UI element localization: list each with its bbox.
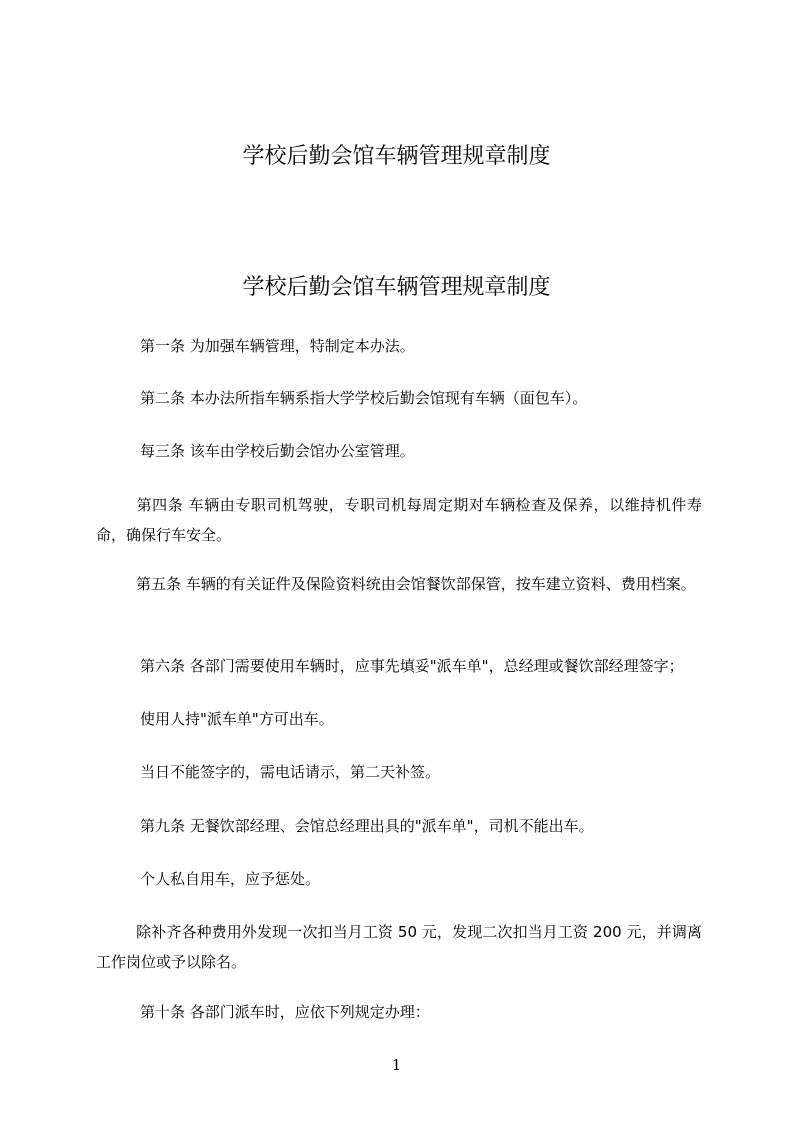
paragraph-article-5 (96, 569, 702, 599)
paragraph-text: 第九条 无餐饮部经理、会馆总经理出具的"派车单"，司机不能出车。 (140, 817, 594, 835)
paragraph-text: 第一条 为加强车辆管理，特制定本办法。 (140, 337, 415, 355)
page-number: 1 (391, 1056, 402, 1074)
paragraph-text: 第二条 本办法所指车辆系指大学学校后勤会馆现有车辆（面包车）。 (140, 389, 588, 407)
paragraph-private-use (96, 864, 702, 894)
paragraph-article-4 (96, 490, 702, 550)
paragraph-text: 除补齐各种费用外发现一次扣当月工资 50 元，发现二次扣当月工资 200 元，并调离工作岗位或予以除名。 (96, 923, 702, 971)
paragraph-usage-note (96, 704, 702, 734)
paragraph-article-2 (96, 383, 702, 413)
paragraph-text: 第六条 各部门需要使用车辆时，应事先填妥"派车单"，总经理或餐饮部经理签字； (140, 657, 684, 675)
paragraph-text: 第五条 车辆的有关证件及保险资料统由会馆餐饮部保管，按车建立资料、费用档案。 (136, 575, 696, 593)
paragraph-text: 第四条 车辆由专职司机驾驶，专职司机每周定期对车辆检查及保养，以维持机件寿命，确保行车安全。 (96, 496, 702, 544)
paragraph-text: 使用人持"派车单"方可出车。 (140, 710, 334, 728)
paragraph-text: 第十条 各部门派车时，应依下列规定办理： (140, 1003, 430, 1021)
paragraph-article-1 (96, 331, 702, 361)
document-main-title: 学校后勤会馆车辆管理规章制度 (242, 275, 551, 300)
paragraph-phone-approval (96, 757, 702, 787)
paragraph-article-3 (96, 436, 702, 466)
paragraph-article-6 (96, 651, 702, 681)
paragraph-article-9 (96, 811, 702, 841)
document-header-title: 学校后勤会馆车辆管理规章制度 (242, 144, 551, 169)
paragraph-penalty (96, 917, 702, 977)
paragraph-text: 当日不能签字的，需电话请示，第二天补签。 (140, 763, 441, 781)
paragraph-text: 个人私自用车，应予惩处。 (140, 870, 321, 888)
paragraph-article-10 (96, 997, 702, 1027)
paragraph-text: 每三条 该车由学校后勤会馆办公室管理。 (140, 442, 415, 460)
